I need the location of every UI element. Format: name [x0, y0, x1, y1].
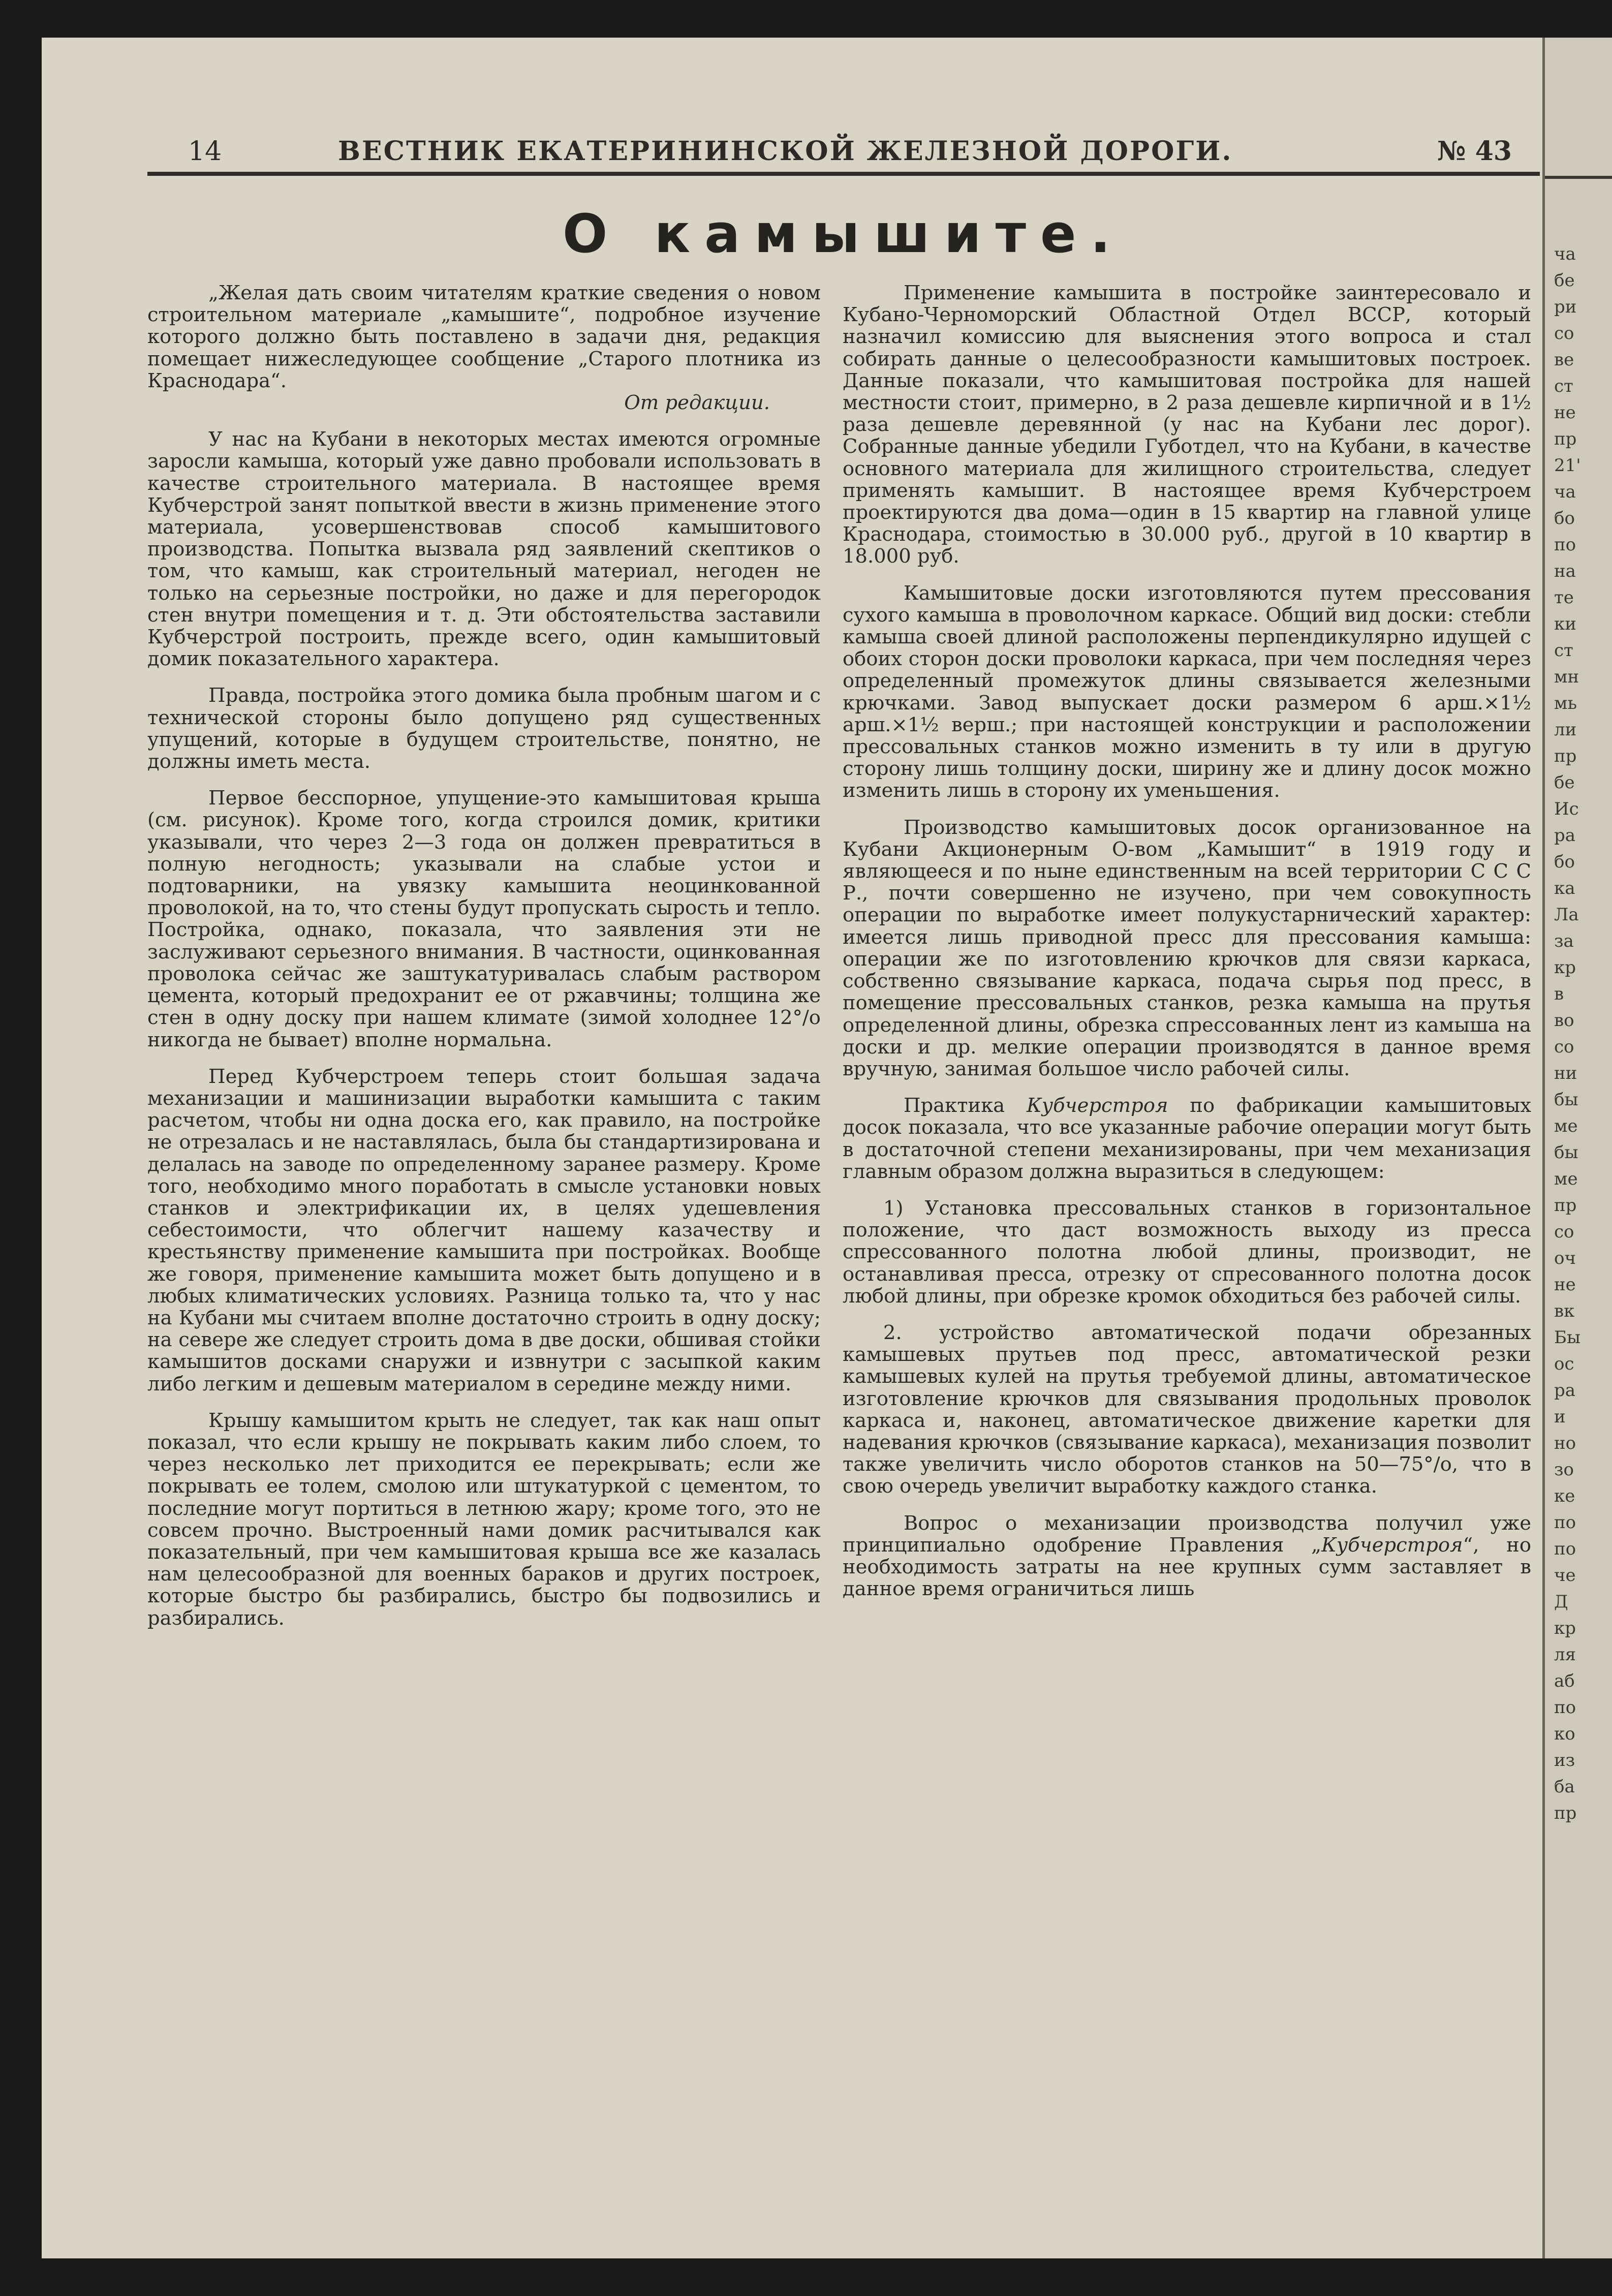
- adjacent-page-fragment: мн: [1554, 667, 1579, 687]
- list-item: 2. устройство автоматической подачи обрезанных камышевых прутьев под пресс, автоматической резки камышевых кулей на прутья требуемой длины, автоматическое изготовление крючков для связывания продольных проволок каркаса и, наконец, автоматическое движение каретки для надевания крючков (связывание каркаса), механизация позволит также увеличить число оборотов станков на 50—75°/о, что в свою очередь увеличит выработку каждого станка.: [843, 1321, 1531, 1498]
- editor-signature: От редакции.: [624, 391, 770, 415]
- adjacent-page-fragment: вк: [1554, 1301, 1575, 1321]
- paragraph: Применение камышита в постройке заинтересовало и Кубано-Черноморский Областной Отдел ВССР, который назначил комиссию для выяснения этого вопроса и стал собирать данные о целесообразности камышитовых построек. Данные показали, что камышитовая постройка для нашей местности стоит, примерно, в 2 раза дешевле кирпичной и в 1½ раза дешевле деревянной (у нас на Кубани лес дорог). Собранные данные убедили Губотдел, что на Кубани, в качестве основного материала для жилищного строительства, следует применять камышит. В настоящее время Кубчерстроем проектируются два дома—один в 15 квартир на главной улице Краснодара, стоимостью в 30.000 руб., другой в 10 квартир в 18.000 руб.: [843, 282, 1531, 568]
- closing-italic: Кубчерстроя: [1321, 1533, 1463, 1557]
- adjacent-page-fragment: ча: [1554, 244, 1576, 264]
- practice-before: Практика: [904, 1094, 1005, 1118]
- right-column: [843, 282, 1531, 1615]
- adjacent-page-fragment: ст: [1554, 376, 1573, 396]
- adjacent-page-fragment: со: [1554, 1222, 1574, 1242]
- adjacent-page-fragment: ве: [1554, 350, 1574, 370]
- adjacent-page-fragments: [1545, 241, 1581, 1826]
- adjacent-page-fragment: че: [1554, 1565, 1576, 1586]
- adjacent-page-fragment: кр: [1554, 957, 1576, 978]
- adjacent-page-fragment: бы: [1554, 1142, 1578, 1163]
- adjacent-page-fragment: Д: [1554, 1592, 1568, 1612]
- adjacent-page-fragment: и: [1554, 1407, 1566, 1427]
- adjacent-page-fragment: со: [1554, 323, 1574, 344]
- adjacent-page-fragment: по: [1554, 1539, 1576, 1559]
- adjacent-page-fragment: ли: [1554, 720, 1577, 740]
- adjacent-page-fragment: на: [1554, 561, 1576, 581]
- page-header: [104, 131, 1542, 172]
- adjacent-page-fragment: во: [1554, 1010, 1574, 1031]
- adjacent-page-fragment: не: [1554, 402, 1576, 423]
- paragraph: [843, 1095, 1531, 1183]
- page-number: 14: [188, 136, 222, 167]
- adjacent-page-fragment: ри: [1554, 297, 1577, 317]
- adjacent-page-fragment: ос: [1554, 1354, 1574, 1374]
- adjacent-page-fragment: бо: [1554, 508, 1575, 529]
- masthead: ВЕСТНИК ЕКАТЕРИНИНСКОЙ ЖЕЛЕЗНОЙ ДОРОГИ.: [338, 136, 1233, 167]
- adjacent-page-fragment: ст: [1554, 640, 1573, 661]
- adjacent-page-edge: [1542, 38, 1612, 2258]
- adjacent-page-fragment: не: [1554, 1275, 1576, 1295]
- practice-after: по фабрикации камышитовых досок показала, что все указанные рабочие операции могут быть в достаточной степени механизированы, при чем механизация главным образом должна выразиться в следующем:: [843, 1094, 1531, 1183]
- closing-before: Вопрос о механизации производства получил уже принципиально одобрение Правления „: [843, 1511, 1531, 1557]
- adjacent-page-fragment: Ла: [1554, 905, 1579, 925]
- adjacent-page-fragment: зо: [1554, 1460, 1574, 1480]
- editor-note: [147, 282, 821, 414]
- paragraph: Производство камышитовых досок организованное на Кубани Акционерным О-вом „Камышит“ в 1919 году и являющееся и по ныне единственным на всей территории С С С Р., почти совершенно не изучено, при чем совокупность операции по выработке имеет полукустарнический характер: имеется лишь приводной пресс для прессования камыша: операции же по изготовлению крючков для связи каркаса, собственно связывание каркаса, подача сырья под пресс, в помещение прессовальных станков, резка камыша на прутья определенной длины, обрезка спрессованных лент из камыша на доски и др. мелкие операции производятся в данное время вручную, занимая большое число рабочей силы.: [843, 816, 1531, 1080]
- adjacent-page-fragment: пр: [1554, 746, 1577, 766]
- adjacent-page-fragment: по: [1554, 1697, 1576, 1718]
- adjacent-page-fragment: ра: [1554, 825, 1576, 846]
- adjacent-page-fragment: ка: [1554, 878, 1575, 898]
- adjacent-page-fragment: бы: [1554, 1090, 1578, 1110]
- adjacent-page-fragment: ни: [1554, 1063, 1577, 1083]
- paragraph: Камышитовые доски изготовляются путем прессования сухого камыша в проволочном каркасе. Общий вид доски: стебли камыша своей длиной расположены перпендикулярно идущей с обоих сторон доски проволоки каркаса, при чем последняя через определенный промежуток длины связывается железными крючками. Завод выпускает доски размером 6 арш.×1½ арш.×1½ верш.; при настоящей конструкции и расположении прессовальных станков можно изменить в ту или в другую сторону лишь толщину доски, ширину же и длину досок можно изменить лишь в сторону их уменьшения.: [843, 581, 1531, 802]
- list-item: 1) Установка прессовальных станков в горизонтальное положение, что даст возможность выходу из пресса спрессованного полотна любой длины, производит, не останавливая пресса, отрезку от спресованного полотна досок любой длины, при обрезке кромок обходиться без рабочей силы.: [843, 1196, 1531, 1308]
- adjacent-page-fragment: по: [1554, 535, 1576, 555]
- adjacent-page-fragment: пр: [1554, 1195, 1577, 1216]
- closing-after: “, но необходимость затраты на нее крупных сумм заставляет в данное время ограничиться лишь: [843, 1533, 1531, 1601]
- adjacent-page-fragment: ля: [1554, 1645, 1576, 1665]
- adjacent-page-fragment: те: [1554, 587, 1574, 608]
- adjacent-page-fragment: пр: [1554, 1803, 1577, 1823]
- article-title: О камышите.: [562, 203, 1125, 265]
- adjacent-page-fragment: Бы: [1554, 1327, 1581, 1348]
- paragraph: Первое бесспорное, упущение-это камышитовая крыша (см. рисунок). Кроме того, когда строился домик, критики указывали, что через 2—3 года он должен превратиться в полную негодность; указывали на слабые устои и подтоварники, на увязку камышита неоцинкованной проволокой, на то, что стены будут пропускать сырость и тепло. Постройка, однако, показала, что заявления эти не заслуживают серьезного внимания. В частности, оцинкованная проволока сейчас же заштукатуривалась слабым раствором цемента, который предохранит ее от ржавчины; толщина же стен в одну доску при нашем климате (зимой холоднее 12°/о никогда не бывает) вполне нормальна.: [147, 787, 821, 1051]
- adjacent-page-fragment: оч: [1554, 1248, 1576, 1268]
- adjacent-page-fragment: ме: [1554, 1116, 1578, 1136]
- adjacent-page-fragment: со: [1554, 1037, 1574, 1057]
- adjacent-page-fragment: мь: [1554, 693, 1577, 713]
- practice-italic: Кубчерстроя: [1027, 1094, 1168, 1118]
- adjacent-page-fragment: в: [1554, 984, 1564, 1004]
- adjacent-page-fragment: пр: [1554, 429, 1577, 449]
- adjacent-page-fragment: 21': [1554, 455, 1581, 476]
- adjacent-page-fragment: бе: [1554, 270, 1575, 291]
- adjacent-page-fragment: бе: [1554, 772, 1575, 793]
- paragraph: У нас на Кубани в некоторых местах имеются огромные заросли камыша, который уже давно пробовали использовать в качестве строительного материала. В настоящее время Кубчерстрой занят попыткой ввести в жизнь применение этого материала, усовершенствовав способ камышитового производства. Попытка вызвала ряд заявлений скептиков о том, что камыш, как строительный материал, негоден не только на серьезные постройки, но даже и для перегородок стен внутри помещения и т. д. Эти обстоятельства заставили Кубчерстрой построить, прежде всего, один камышитовый домик показательного характера.: [147, 428, 821, 671]
- header-rule: [147, 172, 1540, 176]
- editor-note-text: „Желая дать своим читателям краткие сведения о новом строительном материале „камышите“, подробное изучение которого должно быть поставлено в задачи дня, редакция помещает нижеследующее сообщение „Старого плотника из Краснодара“.: [147, 282, 821, 392]
- paragraph: Перед Кубчерстроем теперь стоит большая задача механизации и машинизации выработки камышита с таким расчетом, чтобы ни одна доска его, как правило, на постройке не отрезалась и не наставлялась, была бы стандартизирована и делалась на заводе по определенному заранее размеру. Кроме того, необходимо много поработать в смысле установки новых станков и электрификации их, в целях удешевления себестоимости, что облегчит нашему казачеству и крестьянству применение камышита при постройках. Вообще же говоря, применение камышита может быть допущено и в любых климатических условиях. Разница только та, что у нас на Кубани мы считаем вполне достаточно строить в одну доску; на севере же следует строить дома в две доски, обшивая стойки камышитов досками снаружи и извнутри с засыпкой каким либо легким и дешевым материалом в середине между ними.: [147, 1065, 821, 1395]
- adjacent-page-fragment: ме: [1554, 1169, 1578, 1189]
- adjacent-page-fragment: ко: [1554, 1724, 1575, 1744]
- adjacent-page-rule: [1545, 176, 1612, 179]
- paragraph: Правда, постройка этого домика была пробным шагом и с технической стороны было допущено ряд существенных упущений, которые в будущем строительстве, понятно, не должны иметь места.: [147, 684, 821, 773]
- adjacent-page-fragment: ча: [1554, 482, 1576, 502]
- adjacent-page-fragment: по: [1554, 1512, 1576, 1533]
- paragraph: Крышу камышитом крыть не следует, так как наш опыт показал, что если крышу не покрывать каким либо слоем, то через несколько лет приходится ее перекрывать; если же покрывать ее толем, смолою или штукатуркой с цементом, то последние могут портиться в летнюю жару; кроме того, это не совсем прочно. Выстроенный нами домик расчитывался как показательный, при чем камышитовая крыша все же казалась нам целесообразной для военных бараков и других построек, которые быстро бы разбирались, быстро бы подвозились и разбирались.: [147, 1409, 821, 1630]
- adjacent-page-fragment: из: [1554, 1750, 1575, 1771]
- adjacent-page-fragment: за: [1554, 931, 1574, 951]
- adjacent-page-fragment: Ис: [1554, 799, 1579, 819]
- adjacent-page-fragment: бо: [1554, 852, 1575, 872]
- left-column: [147, 282, 821, 1644]
- issue-number: № 43: [1437, 136, 1512, 167]
- adjacent-page-fragment: аб: [1554, 1671, 1575, 1691]
- paragraph: [843, 1512, 1531, 1600]
- adjacent-page-fragment: ке: [1554, 1486, 1575, 1506]
- adjacent-page-fragment: ки: [1554, 614, 1576, 634]
- adjacent-page-fragment: но: [1554, 1433, 1576, 1453]
- adjacent-page-fragment: ба: [1554, 1777, 1575, 1797]
- adjacent-page-fragment: кр: [1554, 1618, 1576, 1638]
- adjacent-page-fragment: ра: [1554, 1380, 1576, 1401]
